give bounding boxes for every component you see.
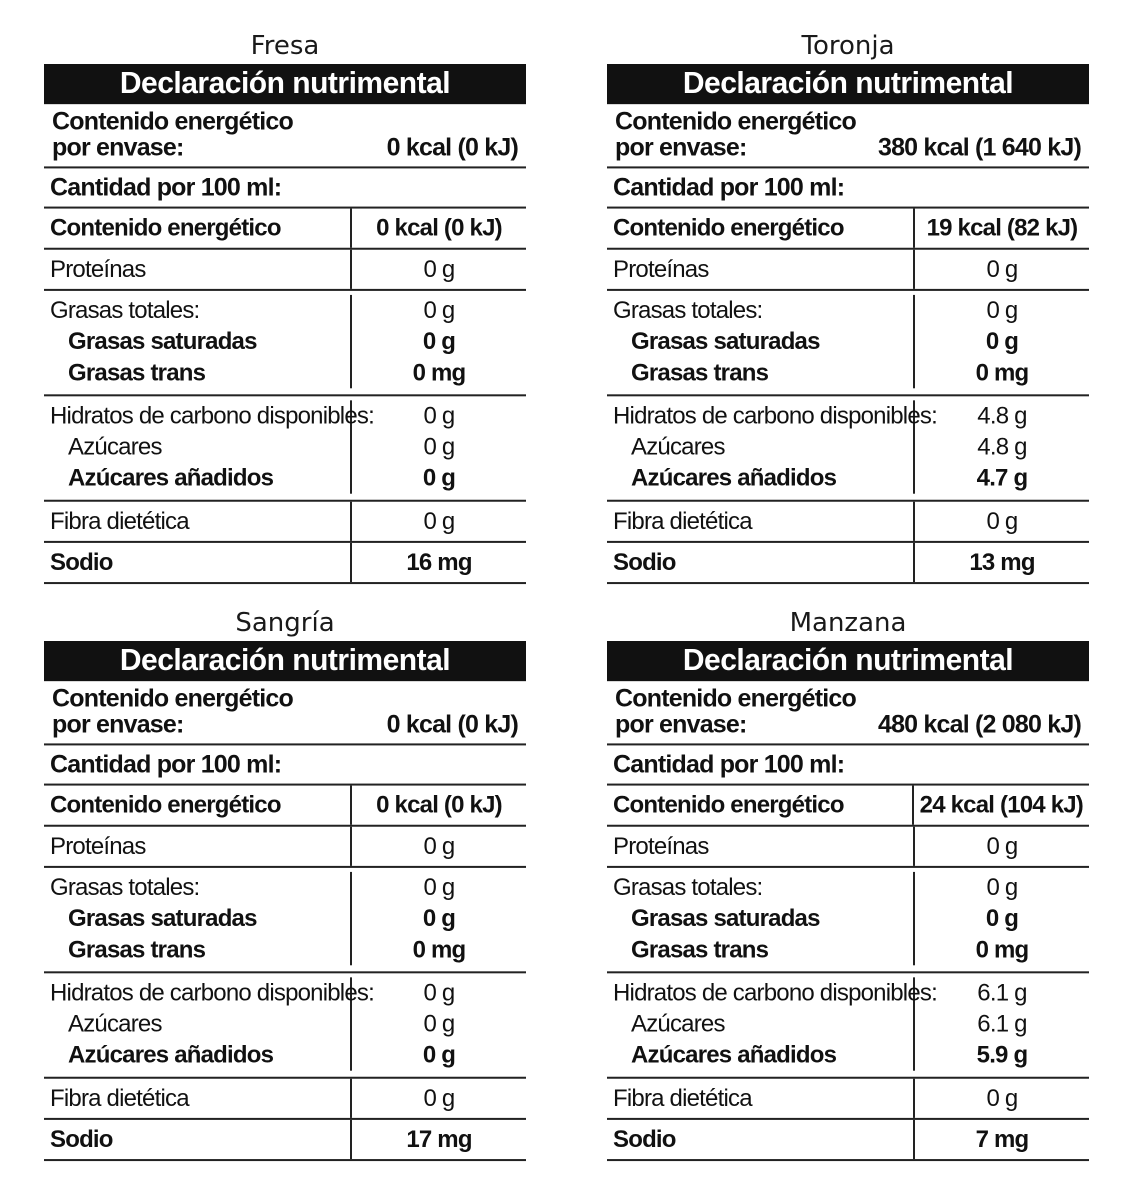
sodium-value: 17 mg (406, 1125, 472, 1154)
proteins-label: Proteínas (50, 255, 146, 283)
total-fats-value: 0 g (423, 296, 455, 325)
energy-per-pack-row (44, 104, 526, 168)
energy-per-pack-label-line2: por envase: (52, 133, 184, 162)
energy-label: Contenido energético (613, 791, 844, 819)
declaration-header: Declaración nutrimental (607, 641, 1089, 681)
manzana-panel (607, 608, 1089, 1159)
fiber-label: Fibra dietética (50, 1084, 189, 1112)
sugars-value: 4.8 g (977, 433, 1027, 461)
saturated-fats-value: 0 g (422, 328, 456, 356)
fiber-row (44, 502, 526, 543)
trans-fats-value: 0 mg (412, 359, 466, 387)
proteins-row (44, 827, 526, 868)
energy-per-pack-label (52, 685, 293, 737)
trans-fats-value: 0 mg (975, 936, 1029, 964)
added-sugars-label: Azúcares añadidos (68, 464, 274, 492)
sodium-label: Sodio (50, 548, 113, 577)
flavor-title: Sangría (235, 608, 335, 638)
added-sugars-value: 0 g (422, 464, 456, 492)
energy-per-pack-label-line1: Contenido energético (52, 107, 293, 136)
energy-per-pack-label (615, 685, 856, 737)
saturated-fats-label: Grasas saturadas (631, 905, 820, 933)
energy-label: Contenido energético (50, 214, 281, 242)
energy-per-pack-value: 380 kcal (1 640 kJ) (877, 133, 1081, 162)
carbs-label: Hidratos de carbono disponibles: (613, 402, 937, 430)
total-fats-label: Grasas totales: (50, 296, 200, 325)
fats-row (44, 291, 526, 396)
added-sugars-value: 4.7 g (976, 464, 1028, 492)
energy-row (44, 209, 526, 250)
energy-value: 19 kcal (82 kJ) (926, 214, 1078, 242)
per-100ml-label: Cantidad por 100 ml: (44, 168, 526, 208)
fiber-value: 0 g (423, 1084, 455, 1112)
total-fats-value: 0 g (986, 873, 1018, 902)
fiber-row (44, 1079, 526, 1120)
nutrition-label (44, 64, 526, 584)
total-fats-label: Grasas totales: (50, 873, 200, 902)
flavor-title: Manzana (789, 608, 907, 638)
sugars-value: 0 g (423, 1010, 455, 1038)
energy-label: Contenido energético (613, 214, 844, 242)
energy-per-pack-label (615, 108, 856, 160)
per-100ml-label: Cantidad por 100 ml: (607, 168, 1089, 208)
carbs-value: 0 g (423, 402, 455, 430)
added-sugars-label: Azúcares añadidos (631, 464, 837, 492)
sugars-label: Azúcares (631, 1010, 725, 1038)
added-sugars-label: Azúcares añadidos (68, 1041, 274, 1069)
carbs-value: 4.8 g (977, 402, 1027, 430)
trans-fats-label: Grasas trans (68, 359, 206, 387)
carbs-value: 0 g (423, 979, 455, 1007)
sodium-row (44, 543, 526, 584)
sodium-label: Sodio (50, 1125, 113, 1154)
energy-per-pack-label-line1: Contenido energético (52, 684, 293, 713)
energy-value: 0 kcal (0 kJ) (376, 214, 502, 242)
energy-per-pack-value: 480 kcal (2 080 kJ) (877, 710, 1081, 739)
saturated-fats-label: Grasas saturadas (68, 328, 257, 356)
carbs-row (44, 396, 526, 501)
total-fats-value: 0 g (986, 296, 1018, 325)
sugars-value: 0 g (423, 433, 455, 461)
sodium-value: 13 mg (969, 548, 1035, 577)
proteins-value: 0 g (423, 832, 455, 860)
saturated-fats-label: Grasas saturadas (631, 328, 820, 356)
added-sugars-value: 5.9 g (976, 1041, 1028, 1069)
carbs-row (607, 973, 1089, 1078)
energy-row (607, 209, 1089, 250)
nutrition-label (607, 641, 1089, 1161)
nutrition-label (44, 641, 526, 1161)
energy-row (607, 786, 1089, 827)
declaration-header: Declaración nutrimental (607, 64, 1089, 104)
carbs-label: Hidratos de carbono disponibles: (50, 402, 374, 430)
trans-fats-label: Grasas trans (68, 936, 206, 964)
carbs-row (44, 973, 526, 1078)
added-sugars-value: 0 g (422, 1041, 456, 1069)
fats-row (607, 868, 1089, 973)
energy-per-pack-row (607, 104, 1089, 168)
fiber-row (607, 1079, 1089, 1120)
carbs-label: Hidratos de carbono disponibles: (613, 979, 937, 1007)
energy-row (44, 786, 526, 827)
trans-fats-label: Grasas trans (631, 359, 769, 387)
energy-per-pack-row (607, 681, 1089, 745)
saturated-fats-value: 0 g (422, 905, 456, 933)
fiber-label: Fibra dietética (613, 1084, 752, 1112)
fiber-value: 0 g (986, 1084, 1018, 1112)
energy-label: Contenido energético (50, 791, 281, 819)
energy-per-pack-label-line2: por envase: (52, 710, 184, 739)
fiber-row (607, 502, 1089, 543)
energy-per-pack-label-line1: Contenido energético (615, 684, 856, 713)
trans-fats-value: 0 mg (412, 936, 466, 964)
fiber-label: Fibra dietética (50, 507, 189, 535)
toronja-panel (607, 31, 1089, 582)
sodium-row (44, 1120, 526, 1161)
proteins-value: 0 g (423, 255, 455, 283)
nutrition-label (607, 64, 1089, 584)
trans-fats-value: 0 mg (975, 359, 1029, 387)
sugars-label: Azúcares (68, 433, 162, 461)
sangria-panel (44, 608, 526, 1159)
total-fats-value: 0 g (423, 873, 455, 902)
carbs-label: Hidratos de carbono disponibles: (50, 979, 374, 1007)
sugars-label: Azúcares (68, 1010, 162, 1038)
sodium-label: Sodio (613, 548, 676, 577)
carbs-row (607, 396, 1089, 501)
per-100ml-label: Cantidad por 100 ml: (44, 745, 526, 785)
flavor-title: Toronja (801, 31, 895, 61)
saturated-fats-value: 0 g (985, 905, 1019, 933)
energy-per-pack-value: 0 kcal (0 kJ) (386, 133, 518, 162)
energy-per-pack-label-line2: por envase: (615, 133, 747, 162)
carbs-value: 6.1 g (977, 979, 1027, 1007)
flavor-title: Fresa (250, 31, 320, 61)
proteins-label: Proteínas (613, 832, 709, 860)
total-fats-label: Grasas totales: (613, 873, 763, 902)
fats-row (44, 868, 526, 973)
fiber-value: 0 g (986, 507, 1018, 535)
fresa-panel (44, 31, 526, 582)
sodium-value: 16 mg (406, 548, 472, 577)
sodium-row (607, 543, 1089, 584)
fiber-value: 0 g (423, 507, 455, 535)
sodium-label: Sodio (613, 1125, 676, 1154)
fats-row (607, 291, 1089, 396)
energy-per-pack-label (52, 108, 293, 160)
saturated-fats-value: 0 g (985, 328, 1019, 356)
sugars-value: 6.1 g (977, 1010, 1027, 1038)
declaration-header: Declaración nutrimental (44, 641, 526, 681)
energy-per-pack-value: 0 kcal (0 kJ) (386, 710, 518, 739)
proteins-row (607, 250, 1089, 291)
sugars-label: Azúcares (631, 433, 725, 461)
per-100ml-label: Cantidad por 100 ml: (607, 745, 1089, 785)
energy-value: 0 kcal (0 kJ) (376, 791, 502, 819)
sodium-row (607, 1120, 1089, 1161)
proteins-label: Proteínas (613, 255, 709, 283)
energy-per-pack-row (44, 681, 526, 745)
total-fats-label: Grasas totales: (613, 296, 763, 325)
proteins-row (607, 827, 1089, 868)
declaration-header: Declaración nutrimental (44, 64, 526, 104)
sodium-value: 7 mg (975, 1125, 1029, 1154)
energy-per-pack-label-line1: Contenido energético (615, 107, 856, 136)
proteins-value: 0 g (986, 255, 1018, 283)
added-sugars-label: Azúcares añadidos (631, 1041, 837, 1069)
saturated-fats-label: Grasas saturadas (68, 905, 257, 933)
proteins-value: 0 g (986, 832, 1018, 860)
proteins-label: Proteínas (50, 832, 146, 860)
energy-value: 24 kcal (104 kJ) (919, 791, 1083, 819)
trans-fats-label: Grasas trans (631, 936, 769, 964)
fiber-label: Fibra dietética (613, 507, 752, 535)
energy-per-pack-label-line2: por envase: (615, 710, 747, 739)
proteins-row (44, 250, 526, 291)
